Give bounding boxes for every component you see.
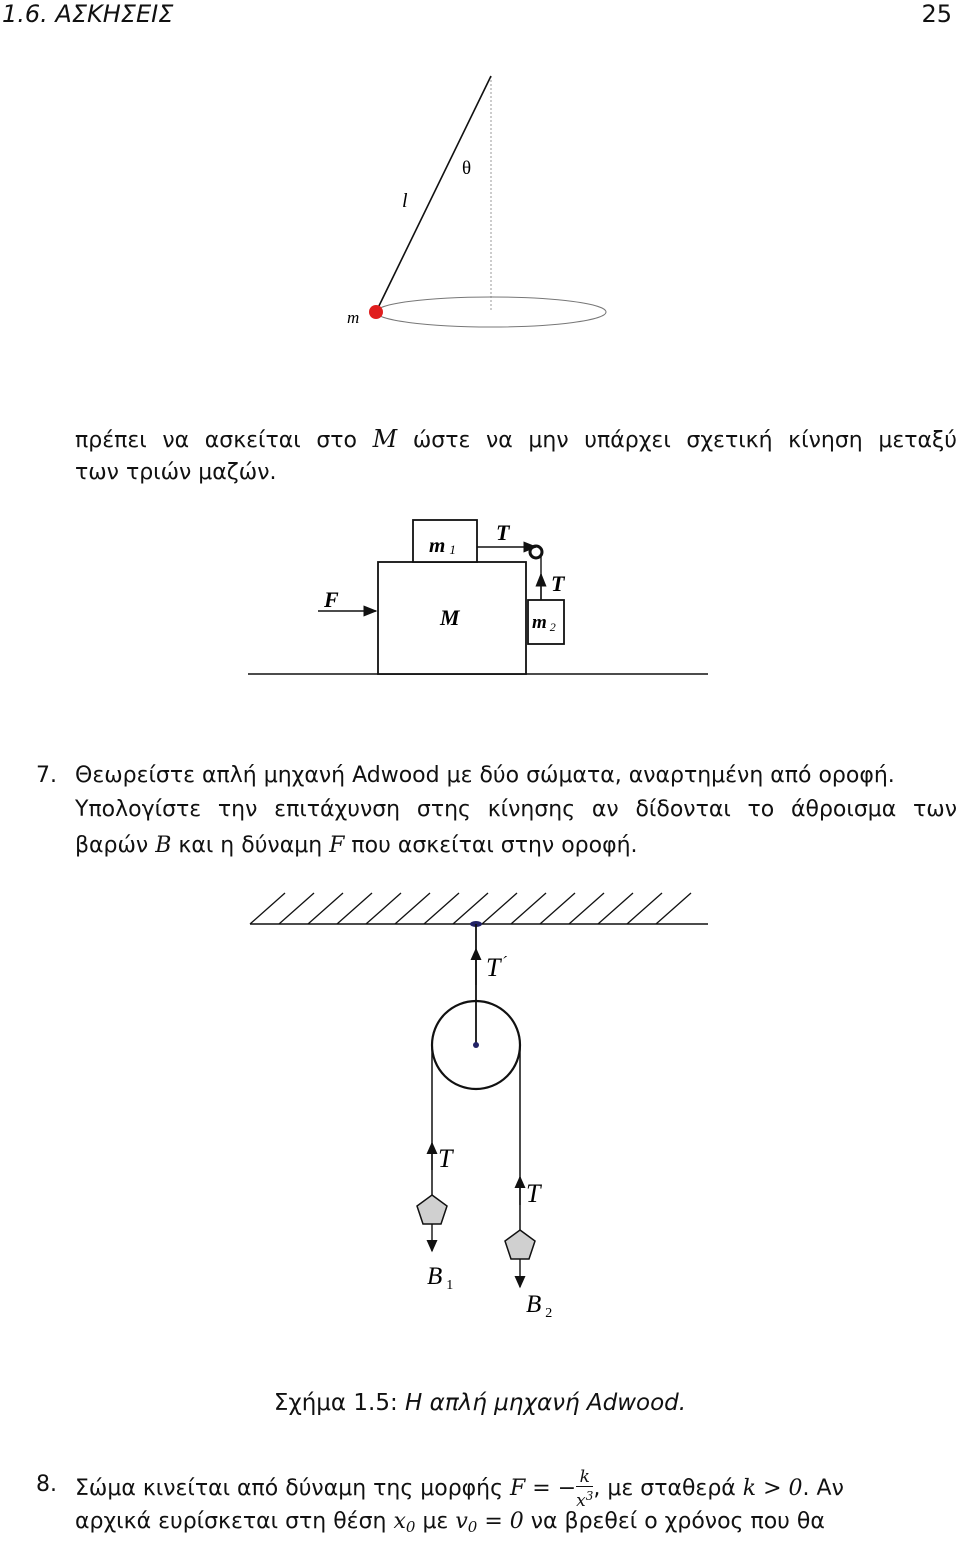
denominator-base: x [576, 1491, 586, 1511]
exercise-8-line [75, 1468, 957, 1510]
pendulum-string [376, 76, 491, 312]
subscript: 0 [467, 1518, 478, 1536]
pulley-axle [473, 1042, 479, 1048]
pulley [530, 546, 542, 558]
math-symbol: M [372, 425, 398, 453]
math-symbol: B [155, 833, 172, 858]
weight-1-label: B $_1$ [427, 1263, 454, 1293]
pendulum-bob [369, 305, 383, 319]
value: = 0 [484, 1509, 524, 1534]
weight-2 [505, 1230, 535, 1259]
text-segment: πρέπει να ασκείται στο [75, 428, 357, 453]
symbol: v [455, 1509, 468, 1534]
paragraph-line: των τριών μαζών. [75, 460, 277, 485]
denominator-exponent: 3 [585, 1489, 594, 1503]
page-number: 25 [921, 0, 952, 28]
tension-top-label: T [496, 520, 510, 545]
section-title: 1.6. ΑΣΚΗΣΕΙΣ [2, 0, 174, 28]
text-segment: ώστε να μην υπάρχει σχετική κίνηση μεταξύ [412, 428, 957, 453]
length-label: l [402, 190, 408, 212]
page-header [0, 0, 960, 34]
angle-label: θ [462, 158, 472, 179]
figure-conical-pendulum [0, 40, 960, 370]
subscript: 0 [405, 1518, 416, 1536]
caption-prefix: Σχήμα 1.5: [273, 1390, 398, 1416]
figure-caption [0, 1390, 960, 1416]
math-formula: F = − [510, 1476, 577, 1501]
math-v0 [455, 1509, 523, 1534]
text-segment: , με σταθερά [593, 1476, 736, 1501]
weight-2-label: B $_2$ [526, 1291, 553, 1321]
math-condition: k > 0 [742, 1476, 803, 1501]
big-mass-label: M [440, 605, 460, 630]
m1-label: m 1 [429, 533, 456, 557]
exercise-7-line [75, 829, 957, 863]
mass-label: m [347, 308, 360, 327]
tension-side-label: T [551, 571, 565, 596]
ceiling [250, 893, 708, 924]
math-fraction [576, 1468, 593, 1510]
text-segment: αρχικά ευρίσκεται στη θέση [75, 1509, 387, 1534]
weight-1 [417, 1195, 447, 1224]
m2-label: m 2 [532, 612, 556, 634]
paragraph-line [75, 422, 957, 458]
exercise-7-line: Υπολογίστε την επιτάχυνση στης κίνησης αν δίδονται το άθροισμα των [75, 797, 957, 822]
figure-block-system [0, 510, 960, 685]
caption-title: Η απλή μηχανή Adwood. [405, 1390, 687, 1416]
text-segment: Σώμα κινείται από δύναμη της μορφής [75, 1476, 504, 1501]
text-segment: να βρεθεί ο χρόνος που θα [530, 1509, 825, 1534]
text-segment: και η δύναμη [178, 833, 323, 858]
text-segment: που ασκείται στην οροφή. [351, 833, 638, 858]
exercise-8-line [75, 1505, 957, 1544]
ceiling-tension-label: T´ [486, 953, 507, 982]
text-segment: . Αν [802, 1476, 844, 1501]
math-x0 [393, 1509, 415, 1534]
exercise-7-line: Θεωρείστε απλή μηχανή Adwood με δύο σώματα, αναρτημένη από οροφή. [75, 763, 895, 788]
exercise-number: 8. [36, 1472, 57, 1497]
math-symbol: F [329, 833, 345, 858]
force-label: F [324, 587, 339, 612]
text-segment: με [422, 1509, 449, 1534]
text-segment: βαρών [75, 833, 149, 858]
exercise-number: 7. [36, 763, 57, 788]
figure-atwood-machine [0, 885, 960, 1335]
left-tension-label: T [438, 1144, 453, 1173]
symbol: x [393, 1509, 406, 1534]
right-tension-label: T [526, 1179, 541, 1208]
fraction-numerator: k [576, 1468, 593, 1487]
